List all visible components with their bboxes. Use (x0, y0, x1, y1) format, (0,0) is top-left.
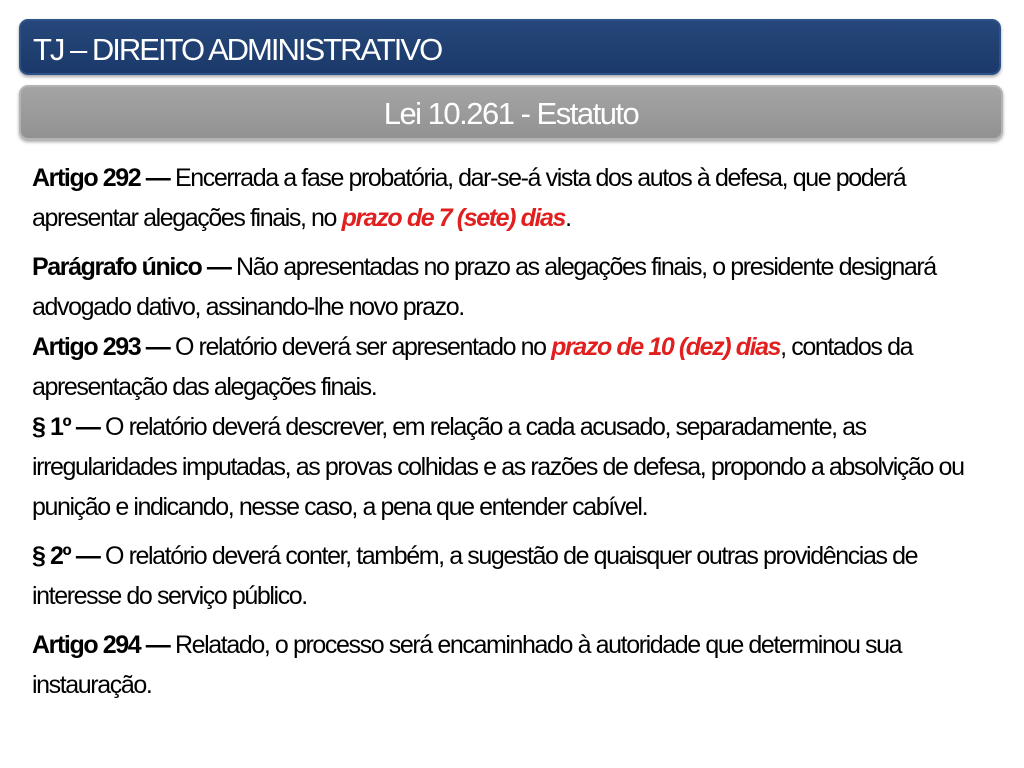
slide-title: TJ – DIREITO ADMINISTRATIVO (33, 32, 442, 67)
paragraph-1-label: § 1º — (32, 413, 100, 441)
title-bar (19, 19, 1001, 75)
paragrafo-unico (32, 247, 992, 327)
article-293-label: Artigo 293 — (32, 333, 170, 361)
article-292-label: Artigo 292 — (32, 164, 170, 192)
subtitle-bar (19, 85, 1003, 140)
article-292-end: . (565, 204, 571, 232)
paragrafo-unico-label: Parágrafo único — (32, 253, 231, 281)
paragraph-1-text: O relatório deverá descrever, em relação a cada acusado, separadamente, as irregularidades imputadas, as provas colhidas e as razões de defesa, propondo a absolvição ou punição e indicando, nesse caso, a pena que entender cabível. (32, 413, 964, 521)
paragraph-1 (32, 407, 992, 527)
slide-content (32, 158, 992, 705)
article-294-label: Artigo 294 — (32, 631, 170, 659)
article-293 (32, 327, 992, 407)
article-294 (32, 625, 992, 705)
paragraph-2-text: O relatório deverá conter, também, a sugestão de quaisquer outras providências de interesse do serviço público. (32, 542, 918, 610)
slide-subtitle: Lei 10.261 - Estatuto (383, 96, 639, 131)
article-292 (32, 158, 992, 238)
paragraph-2-label: § 2º — (32, 542, 100, 570)
article-293-text: O relatório deverá ser apresentado no (169, 333, 552, 361)
paragraph-2 (32, 536, 992, 616)
article-293-deadline: prazo de 10 (dez) dias (551, 333, 781, 361)
article-294-text: Relatado, o processo será encaminhado à autoridade que determinou sua instauração. (32, 631, 902, 699)
article-292-deadline: prazo de 7 (sete) dias (341, 204, 566, 232)
article-292-text: Encerrada a fase probatória, dar-se-á vista dos autos à defesa, que poderá apresentar alegações finais, no (32, 164, 906, 232)
paragrafo-unico-text: Não apresentadas no prazo as alegações finais, o presidente designará advogado dativo, assinando-lhe novo prazo. (32, 253, 936, 321)
article-293-end: , contados da apresentação das alegações finais. (32, 333, 913, 401)
